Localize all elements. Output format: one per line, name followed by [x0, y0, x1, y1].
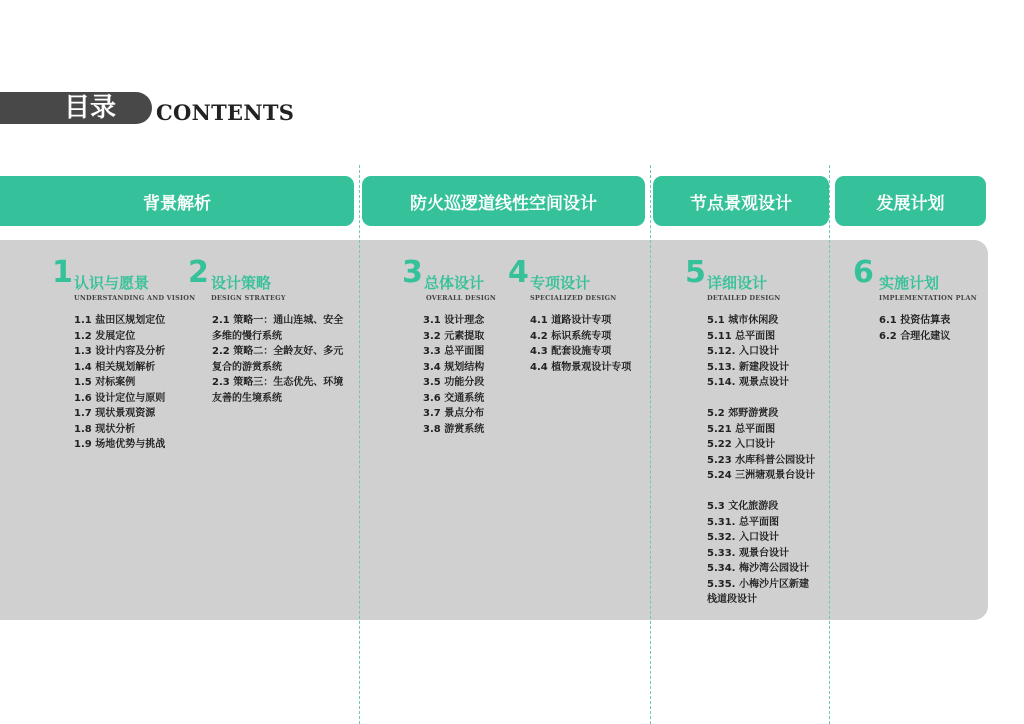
toc-item: 1.3 设计内容及分析	[74, 346, 166, 357]
toc-item: 2.2 策略二：全龄友好、多元	[212, 346, 344, 357]
toc-item: 1.5 对标案例	[74, 377, 136, 388]
toc-item: 5.35. 小梅沙片区新建	[707, 578, 809, 590]
section-title: 总体设计	[424, 274, 485, 292]
category-development-plan: 发展计划	[835, 176, 986, 226]
toc-item: 1.1 盐田区规划定位	[74, 315, 166, 326]
section-title-english: OVERALL DESIGN	[426, 294, 497, 302]
toc-item: 5.33. 观景台设计	[707, 547, 789, 559]
column-divider	[650, 165, 651, 724]
toc-item: 3.7 景点分布	[423, 408, 485, 419]
section-number: 4	[508, 255, 529, 290]
toc-item: 5.23 水库科普公园设计	[707, 454, 816, 466]
toc-item: 5.13. 新建段设计	[707, 361, 789, 373]
page-title: 目录	[64, 93, 117, 123]
section-title-english: UNDERSTANDING AND VISION	[74, 294, 196, 302]
section-title: 专项设计	[530, 274, 591, 292]
section-title: 设计策略	[211, 274, 272, 292]
toc-item: 1.9 场地优势与挑战	[74, 439, 166, 450]
section-title: 认识与愿景	[74, 274, 150, 292]
toc-item: 6.2 合理化建议	[879, 330, 951, 342]
toc-item: 3.6 交通系统	[423, 392, 485, 404]
toc-item: 复合的游赏系统	[212, 361, 282, 373]
toc-item: 4.3 配套设施专项	[530, 346, 612, 357]
toc-item: 3.5 功能分段	[423, 377, 485, 388]
toc-item: 6.1 投资估算表	[879, 315, 951, 326]
toc-item: 5.12. 入口设计	[707, 346, 779, 357]
column-divider	[829, 165, 830, 724]
category-fire-patrol-design: 防火巡逻道线性空间设计	[362, 176, 645, 226]
toc-item: 1.4 相关规划解析	[74, 361, 156, 373]
category-background-analysis: 背景解析	[0, 176, 354, 226]
toc-item: 5.2 郊野游赏段	[707, 408, 779, 419]
toc-item: 4.4 植物景观设计专项	[530, 361, 632, 373]
section-title-english: DETAILED DESIGN	[707, 294, 781, 302]
section-number: 5	[685, 255, 706, 290]
toc-item: 5.11 总平面图	[707, 330, 776, 342]
toc-item: 3.4 规划结构	[423, 361, 485, 373]
section-title-english: IMPLEMENTATION PLAN	[879, 294, 977, 302]
section-title-english: DESIGN STRATEGY	[211, 294, 286, 302]
toc-item: 3.2 元素提取	[423, 330, 485, 342]
page-title-english: CONTENTS	[156, 100, 295, 125]
section-number: 1	[52, 255, 73, 290]
toc-item: 栈道段设计	[707, 594, 757, 605]
toc-item: 5.14. 观景点设计	[707, 377, 789, 388]
section-item-list	[212, 313, 343, 406]
toc-item: 1.2 发展定位	[74, 330, 136, 342]
toc-item: 5.31. 总平面图	[707, 516, 779, 528]
toc-item: 1.7 现状景观资源	[74, 408, 156, 419]
toc-item: 4.1 道路设计专项	[530, 315, 612, 326]
section-item-list	[423, 313, 484, 437]
section-item-list	[74, 313, 165, 453]
section-title: 实施计划	[879, 274, 940, 292]
section-number: 3	[402, 255, 423, 290]
toc-item: 4.2 标识系统专项	[530, 330, 612, 342]
toc-item: 3.3 总平面图	[423, 346, 485, 357]
item-spacer	[707, 391, 815, 407]
toc-item: 2.1 策略一：通山连城、安全	[212, 315, 344, 326]
toc-item: 1.8 现状分析	[74, 423, 136, 435]
item-spacer	[707, 484, 815, 500]
toc-item: 2.3 策略三：生态优先、环境	[212, 377, 344, 388]
toc-item: 3.8 游赏系统	[423, 423, 485, 435]
toc-item: 5.32. 入口设计	[707, 532, 779, 543]
section-item-list	[530, 313, 631, 375]
toc-item: 5.22 入口设计	[707, 439, 776, 450]
toc-item: 1.6 设计定位与原则	[74, 392, 166, 404]
section-item-list	[707, 313, 815, 608]
section-title-english: SPECIALIZED DESIGN	[530, 294, 617, 302]
section-title: 详细设计	[707, 274, 768, 292]
toc-item: 3.1 设计理念	[423, 315, 485, 326]
toc-item: 5.1 城市休闲段	[707, 315, 779, 326]
section-number: 2	[188, 255, 209, 290]
toc-item: 5.3 文化旅游段	[707, 501, 779, 512]
toc-item: 5.21 总平面图	[707, 423, 776, 435]
toc-item: 5.34. 梅沙湾公园设计	[707, 563, 809, 574]
column-divider	[359, 165, 360, 724]
toc-item: 多维的慢行系统	[212, 330, 282, 342]
section-number: 6	[853, 255, 874, 290]
toc-item: 5.24 三洲塘观景台设计	[707, 470, 816, 481]
toc-item: 友善的生境系统	[212, 392, 282, 404]
section-item-list	[879, 313, 950, 344]
category-node-landscape: 节点景观设计	[653, 176, 829, 226]
